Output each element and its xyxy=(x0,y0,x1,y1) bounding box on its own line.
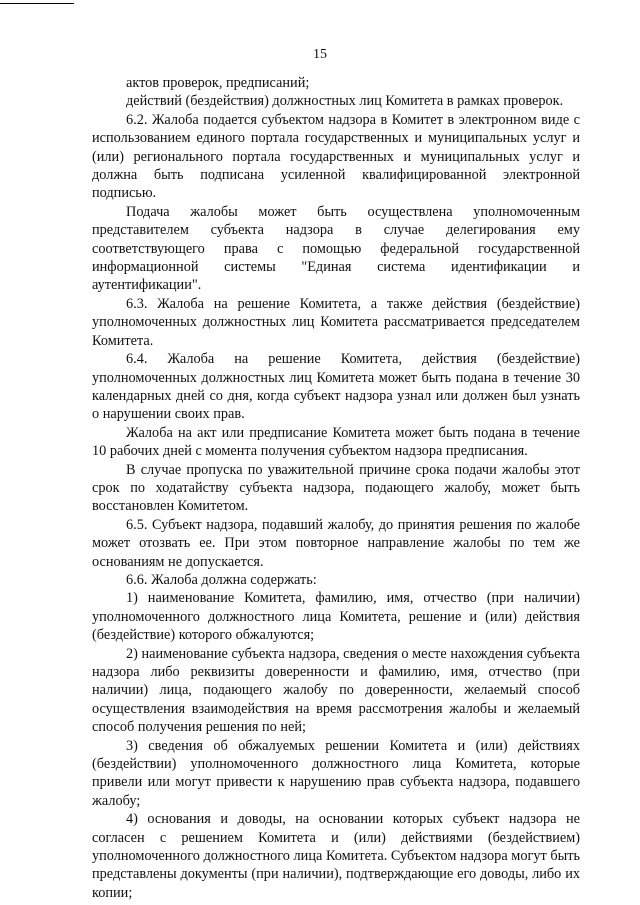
paragraph-8: 6.5. Субъект надзора, подавший жалобу, до принятия решения по жалобе может отозвать ее. При этом повторное направление жалобы по тем же основаниям не допускается. xyxy=(92,516,580,570)
paragraph-10: 1) наименование Комитета, фамилию, имя, отчество (при наличии) уполномоченного должностного лица Комитета, решение и (или) действия (бездействие) которого обжалуются; xyxy=(92,590,580,644)
header-rule xyxy=(0,3,74,4)
paragraph-11: 2) наименование субъекта надзора, сведения о месте нахождения субъекта надзора либо реквизиты доверенности и фамилию, имя, отчество (при наличии) лица, подающего жалобу по доверенности, желаемый способ осуществления взаимодействия на время рассмотрения жалобы и желаемый способ получения решения по ней; xyxy=(92,645,580,736)
paragraph-3: Подача жалобы может быть осуществлена уполномоченным представителем субъекта надзора в случае делегирования ему соответствующего права с помощью федеральной государственной информационной системы "Единая система идентификации и аутентификации". xyxy=(92,203,580,294)
paragraph-9: 6.6. Жалоба должна содержать: xyxy=(126,571,317,588)
page-number: 15 xyxy=(313,47,327,62)
paragraph-2: 6.2. Жалоба подается субъектом надзора в Комитет в электронном виде с использованием единого портала государственных и муниципальных услуг и (или) регионального портала государственных и муниципальных услуг и должна быть подписана усиленной квалифицированной электронной подписью. xyxy=(92,111,580,202)
paragraph-1: действий (бездействия) должностных лиц Комитета в рамках проверок. xyxy=(126,93,564,110)
document-body xyxy=(92,74,580,902)
paragraph-0: актов проверок, предписаний; xyxy=(126,75,310,91)
paragraph-13: 4) основания и доводы, на основании которых субъект надзора не согласен с решением Комитета и (или) действиями (бездействием) уполномоченного должностного лица Комитета. Субъектом надзора могут быть представлены документы (при наличии), подтверждающие его доводы, либо их копии; xyxy=(92,811,580,901)
paragraph-4: 6.3. Жалоба на решение Комитета, а также действия (бездействие) уполномоченных должностных лиц Комитета рассматривается председателем Комитета. xyxy=(92,295,580,349)
paragraph-12: 3) сведения об обжалуемых решении Комитета и (или) действиях (бездействии) уполномоченного должностного лица Комитета, которые привели или могут привести к нарушению прав субъекта надзора, подавшего жалобу; xyxy=(92,737,580,809)
paragraph-7: В случае пропуска по уважительной причине срока подачи жалобы этот срок по ходатайству субъекта надзора, подающего жалобу, может быть восстановлен Комитетом. xyxy=(92,461,580,515)
paragraph-6: Жалоба на акт или предписание Комитета может быть подана в течение 10 рабочих дней с момента получения субъектом надзора предписания. xyxy=(92,424,580,460)
paragraph-5: 6.4. Жалоба на решение Комитета, действия (бездействие) уполномоченных должностных лиц Комитета может быть подана в течение 30 календарных дней со дня, когда субъект надзора узнал или должен был узнать о нарушении своих прав. xyxy=(92,351,580,423)
